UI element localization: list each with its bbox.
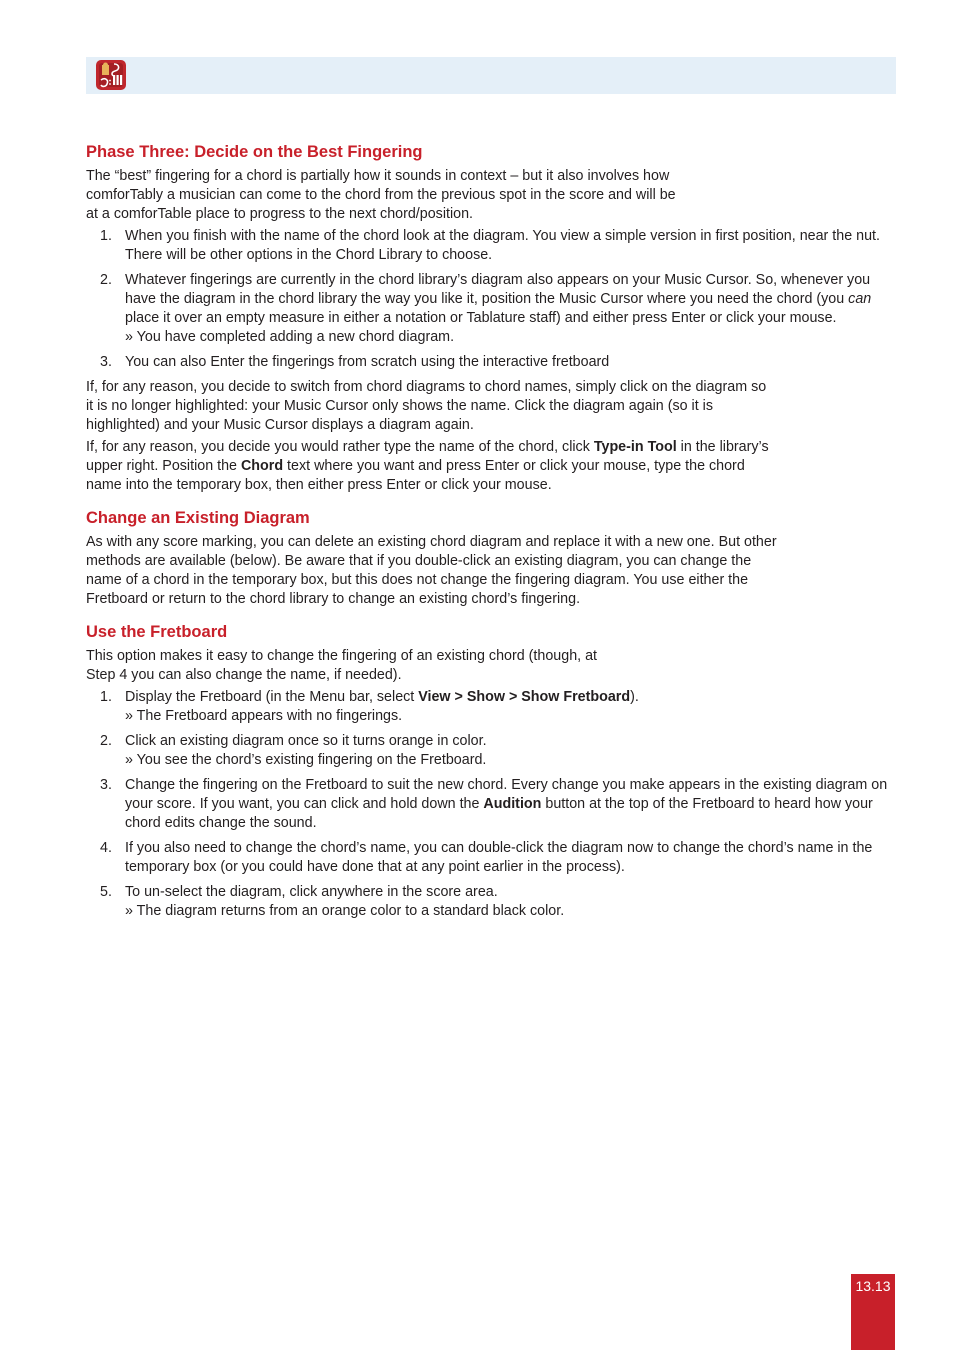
step-text: Display the Fretboard (in the Menu bar, select [125,689,419,705]
phase-three-para-1: If, for any reason, you decide to switch from chord diagrams to chord names, simply click on the diagram so it is no longer highlighted: your Music Cursor only shows the name. Click the diagram again (so it is highlighted) and your Music Cursor displays a diagram again. [86,379,767,433]
list-item [86,883,896,921]
step-number: 2. [100,733,112,749]
step-number: 1. [100,228,112,244]
step-text: place it over an empty measure in either a notation or Tablature staff) and either press Enter or click your mouse. [125,310,837,326]
step-text: button at the top of the Fretboard to heard how your chord edits change the sound. [125,796,873,831]
para-text: text where you want and press Enter or click your mouse, type the chord name into the temporary box, then either press Enter or click your mouse. [86,458,745,493]
change-diagram-para: As with any score marking, you can delete an existing chord diagram and replace it with a new one. But other methods are available (below). Be aware that if you double-click an existing diagram, you can change the name of a chord in the temporary box, but this does not change the fingering diagram. You use either the Fretboard or return to the chord library to change an existing chord’s fingering. [86,534,777,607]
step-number: 3. [100,777,112,793]
list-item [86,732,896,770]
step-text: You can also Enter the fingerings from scratch using the interactive fretboard [125,354,610,370]
page-content [86,141,896,927]
chord-label: Chord [240,458,284,474]
phase-three-intro: The “best” fingering for a chord is partially how it sounds in context – but it also involves how comforTably a musician can come to the chord from the previous spot in the score and will be at a comforTable place to progress to the next chord/position. [86,168,676,222]
para-text: If, for any reason, you decide you would rather type the name of the chord, click [86,439,594,455]
music-app-icon [96,60,126,90]
page-number: 13.13 [855,1278,891,1294]
step-text: Click an existing diagram once so it turns orange in color. [125,733,487,749]
step-emphasis: can [848,291,872,307]
list-item [86,353,896,372]
page-number-tab [851,1274,895,1350]
step-text: When you finish with the name of the chord look at the diagram. You view a simple version in first position, near the nut. There will be other options in the Chord Library to choose. [125,228,880,263]
list-item [86,271,896,347]
menu-path: View > Show > Show Fretboard [418,689,631,705]
list-item [86,776,896,833]
para-text: in the library’s upper right. Position the [86,439,769,474]
step-number: 2. [100,272,112,288]
fretboard-steps [86,688,896,921]
header-bar [86,57,896,94]
step-text: ). [630,689,639,705]
type-in-tool-label: Type-in Tool [593,439,677,455]
step-result: » The Fretboard appears with no fingerings. [125,708,403,724]
list-item [86,227,896,265]
step-number: 5. [100,884,112,900]
phase-three-steps [86,227,896,372]
section-title-phase-three: Phase Three: Decide on the Best Fingering [86,143,423,161]
list-item [86,688,896,726]
step-number: 3. [100,354,112,370]
audition-label: Audition [483,796,542,812]
section-title-change-diagram: Change an Existing Diagram [86,509,310,527]
step-text: Change the fingering on the Fretboard to suit the new chord. Every change you make appears in the existing diagram on your score. If you want, you can click and hold down the [125,777,888,812]
step-text: If you also need to change the chord’s name, you can double-click the diagram now to change the chord’s name in the temporary box (or you could have done that at any point earlier in the process). [125,840,873,875]
phase-three-para-2 [86,438,776,495]
step-result: » You see the chord’s existing fingering on the Fretboard. [125,752,487,768]
step-text: Whatever fingerings are currently in the chord library’s diagram also appears on your Music Cursor. So, whenever you have the diagram in the chord library the way you like it, position the Music Cursor where you need the chord (you [125,272,871,307]
step-result: » The diagram returns from an orange color to a standard black color. [125,903,565,919]
list-item [86,839,896,877]
step-text: To un-select the diagram, click anywhere in the score area. [125,884,498,900]
section-title-use-fretboard: Use the Fretboard [86,623,228,641]
fretboard-intro: This option makes it easy to change the fingering of an existing chord (though, at Step 4 you can also change the name, if needed). [86,648,598,683]
step-result: » You have completed adding a new chord diagram. [125,329,455,345]
step-number: 1. [100,689,112,705]
step-number: 4. [100,840,112,856]
